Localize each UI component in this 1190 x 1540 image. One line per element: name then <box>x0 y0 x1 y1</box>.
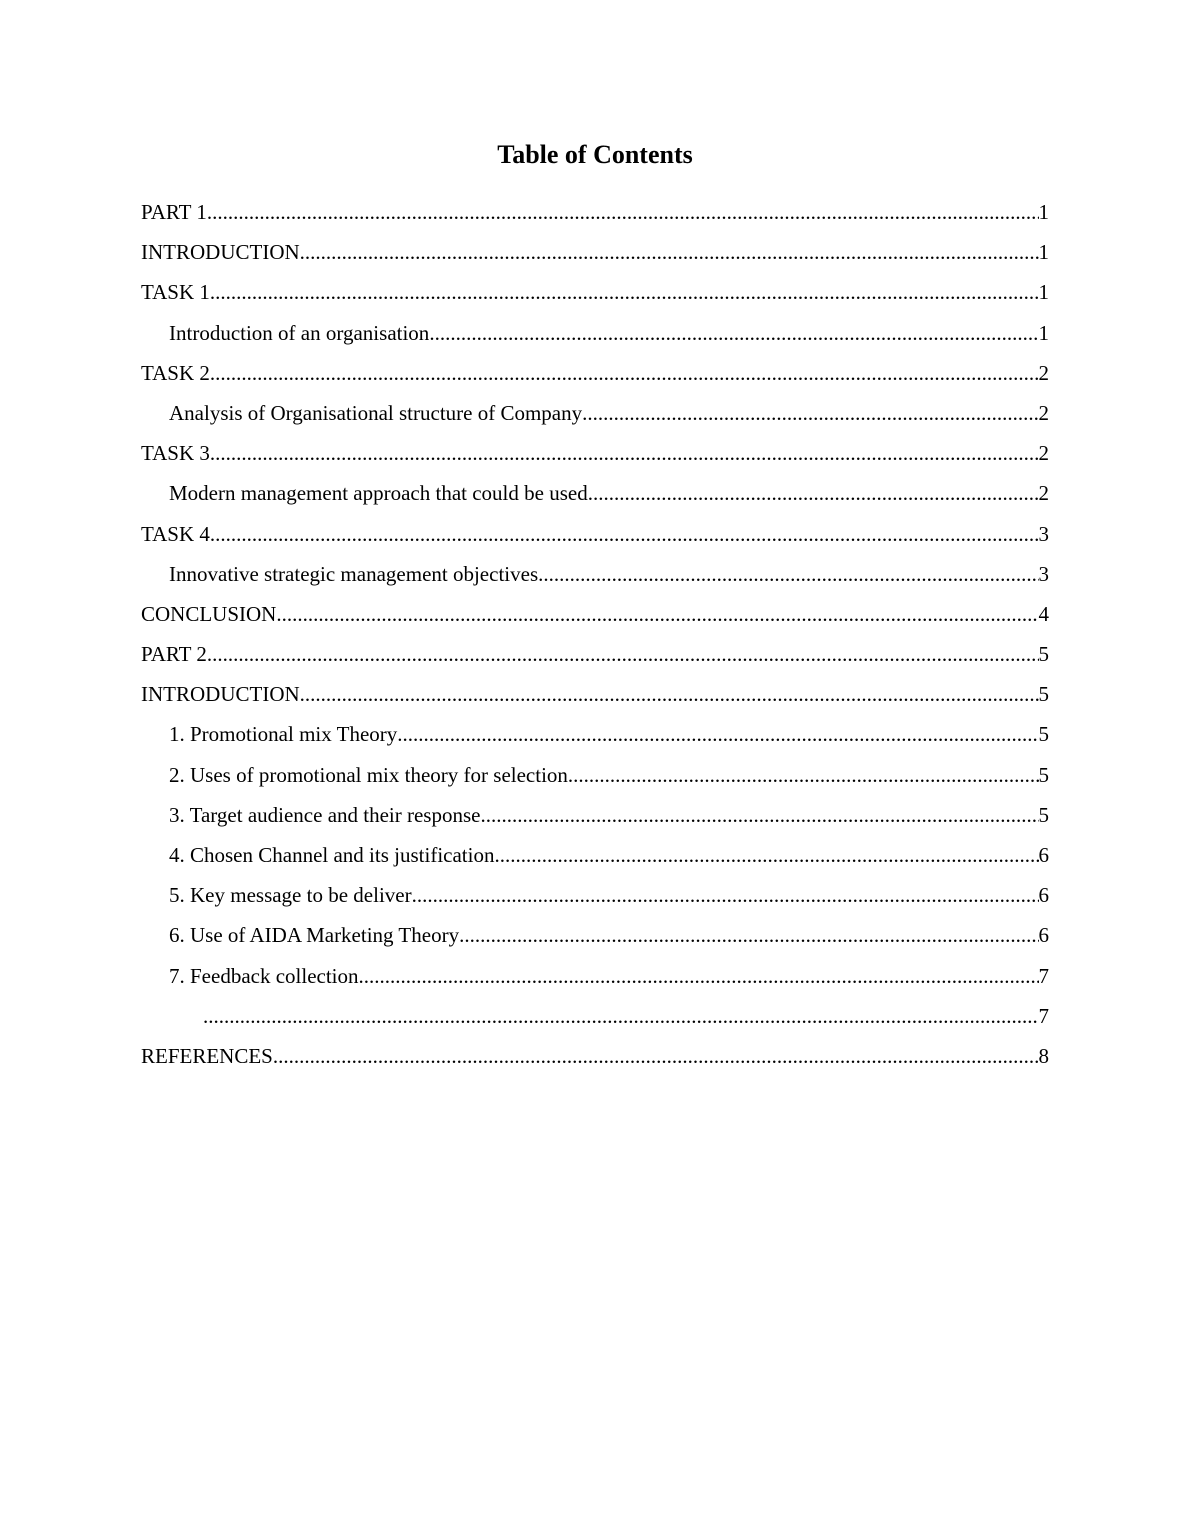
toc-leader-dots <box>480 801 1038 841</box>
toc-leader-dots <box>459 921 1038 961</box>
toc-leader-dots <box>300 680 1039 720</box>
toc-entry-label: TASK 2 <box>141 360 210 385</box>
toc-entry-page: 5 <box>1038 722 1049 747</box>
toc-entry-page: 2 <box>1038 481 1049 506</box>
toc-entry-label: 3. Target audience and their response <box>169 802 481 827</box>
toc-entry-label: TASK 4 <box>141 521 210 546</box>
toc-entry-label: INTRODUCTION <box>141 240 300 265</box>
toc-entry[interactable] <box>169 881 1049 921</box>
toc-entry[interactable] <box>141 520 1049 560</box>
toc-entry-label: PART 2 <box>141 642 207 667</box>
toc-entry[interactable] <box>141 600 1049 640</box>
toc-leader-dots <box>210 359 1039 399</box>
toc-entry[interactable] <box>141 680 1049 720</box>
toc-leader-dots <box>273 1042 1039 1082</box>
toc-entry[interactable] <box>169 399 1049 439</box>
toc-entry[interactable] <box>141 439 1049 479</box>
toc-leader-dots <box>207 198 1039 238</box>
toc-leader-dots <box>210 439 1039 479</box>
toc-entry-page: 1 <box>1038 240 1049 265</box>
toc-entry-label: 4. Chosen Channel and its justification <box>169 843 495 867</box>
table-of-contents <box>141 198 1049 1082</box>
toc-entry-label: REFERENCES <box>141 1043 273 1068</box>
toc-entry-page: 1 <box>1038 280 1049 305</box>
toc-entry[interactable] <box>141 278 1049 318</box>
toc-entry-page: 2 <box>1038 441 1049 466</box>
toc-entry-page: 5 <box>1038 802 1049 827</box>
toc-entry-label: 7. Feedback collection <box>169 963 359 988</box>
toc-leader-dots <box>210 278 1039 318</box>
toc-entry-page: 2 <box>1038 360 1049 385</box>
toc-entry-label: 2. Uses of promotional mix theory for selection <box>169 762 568 787</box>
toc-entry-page: 7 <box>1038 1003 1049 1028</box>
toc-entry-label: PART 1 <box>141 200 207 224</box>
toc-entry-page: 5 <box>1038 682 1049 707</box>
toc-leader-dots <box>582 399 1038 439</box>
toc-entry-label: TASK 3 <box>141 441 210 466</box>
toc-entry-page: 5 <box>1038 762 1049 787</box>
toc-entry[interactable] <box>169 962 1049 1002</box>
toc-leader-dots <box>494 841 1038 881</box>
toc-leader-dots <box>412 881 1039 921</box>
toc-leader-dots <box>203 1002 1039 1042</box>
toc-entry-page: 1 <box>1038 320 1049 345</box>
toc-leader-dots <box>397 720 1038 760</box>
toc-entry[interactable] <box>169 560 1049 600</box>
toc-leader-dots <box>207 640 1039 680</box>
toc-leader-dots <box>276 600 1038 640</box>
toc-entry-page: 2 <box>1038 400 1049 425</box>
toc-entry[interactable] <box>141 1042 1049 1082</box>
toc-leader-dots <box>210 520 1039 560</box>
toc-entry[interactable] <box>203 1002 1049 1042</box>
toc-entry-page: 6 <box>1038 843 1049 867</box>
toc-leader-dots <box>359 962 1039 1002</box>
toc-entry-label: INTRODUCTION <box>141 682 300 707</box>
toc-entry-label: CONCLUSION <box>141 601 277 626</box>
toc-entry-label: Analysis of Organisational structure of Company <box>169 400 583 425</box>
toc-entry[interactable] <box>169 841 1049 881</box>
toc-entry-page: 5 <box>1038 642 1049 667</box>
toc-leader-dots <box>300 238 1039 278</box>
toc-entry[interactable] <box>169 801 1049 841</box>
toc-entry-page: 7 <box>1038 963 1049 988</box>
toc-entry-label: Modern management approach that could be used <box>169 481 588 506</box>
toc-entry[interactable] <box>169 479 1049 519</box>
toc-entry[interactable] <box>169 761 1049 801</box>
toc-entry-label: 1. Promotional mix Theory <box>169 722 398 747</box>
toc-entry-page: 6 <box>1038 883 1049 908</box>
toc-entry-label: Innovative strategic management objectives <box>169 561 539 586</box>
toc-leader-dots <box>429 319 1038 359</box>
toc-entry-page: 3 <box>1038 561 1049 586</box>
toc-entry[interactable] <box>169 720 1049 760</box>
toc-leader-dots <box>538 560 1038 600</box>
toc-entry[interactable] <box>169 921 1049 961</box>
toc-entry-label: 6. Use of AIDA Marketing Theory <box>169 923 460 948</box>
toc-entry-label: TASK 1 <box>141 280 210 305</box>
toc-entry-page: 3 <box>1038 521 1049 546</box>
toc-entry[interactable] <box>141 359 1049 399</box>
toc-entry[interactable] <box>141 238 1049 278</box>
toc-entry-page: 8 <box>1038 1043 1049 1068</box>
toc-entry[interactable] <box>141 640 1049 680</box>
toc-title: Table of Contents <box>497 140 693 169</box>
toc-entry[interactable] <box>141 198 1049 238</box>
toc-leader-dots <box>588 479 1039 519</box>
toc-entry-page: 1 <box>1038 200 1049 224</box>
toc-entry-page: 4 <box>1038 601 1049 626</box>
toc-entry-page: 6 <box>1038 923 1049 948</box>
toc-entry-label: 5. Key message to be deliver <box>169 883 412 908</box>
toc-entry-label: Introduction of an organisation <box>169 320 430 345</box>
toc-entry[interactable] <box>169 319 1049 359</box>
toc-leader-dots <box>568 761 1039 801</box>
